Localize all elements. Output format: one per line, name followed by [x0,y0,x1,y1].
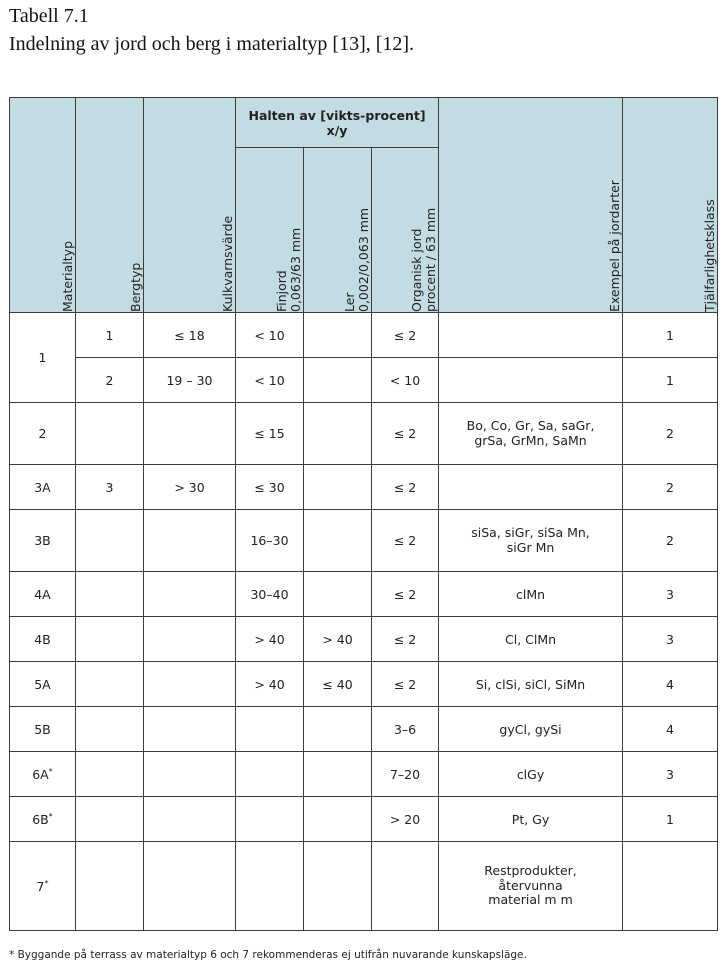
cell-kulkvarn [144,707,236,752]
cell-exempel: Si, clSi, siCl, SiMn [439,662,623,707]
cell-kulkvarn [144,403,236,465]
table-row [10,707,718,752]
cell-finjord [236,707,304,752]
cell-organisk: 3–6 [372,707,439,752]
cell-tjal: 1 [623,313,718,358]
cell-material: 7* [10,842,76,931]
cell-tjal [623,842,718,931]
cell-ler [304,358,372,403]
cell-bergtyp [76,510,144,572]
cell-finjord: 16–30 [236,510,304,572]
cell-finjord [236,752,304,797]
cell-kulkvarn: 19 – 30 [144,358,236,403]
cell-finjord: > 40 [236,662,304,707]
cell-ler: > 40 [304,617,372,662]
table-row [10,510,718,572]
cell-tjal: 1 [623,797,718,842]
header-halten: Halten av [vikts-procent] x/y [236,98,439,148]
cell-tjal: 3 [623,752,718,797]
material-table [9,97,718,931]
cell-kulkvarn [144,510,236,572]
cell-exempel: Bo, Co, Gr, Sa, saGr, grSa, GrMn, SaMn [439,403,623,465]
table-row [10,572,718,617]
footnote-asterisk: * [48,766,53,776]
cell-bergtyp: 2 [76,358,144,403]
cell-organisk: ≤ 2 [372,313,439,358]
cell-organisk: ≤ 2 [372,617,439,662]
header-bergtyp: Bergtyp [76,98,144,313]
cell-ler [304,797,372,842]
cell-ler [304,403,372,465]
cell-ler [304,752,372,797]
cell-bergtyp [76,842,144,931]
footnote-asterisk: * [48,811,53,821]
cell-exempel: siSa, siGr, siSa Mn, siGr Mn [439,510,623,572]
cell-bergtyp: 3 [76,465,144,510]
cell-organisk: ≤ 2 [372,403,439,465]
cell-ler [304,510,372,572]
table-row [10,662,718,707]
cell-material: 1 [10,313,76,403]
table-row [10,797,718,842]
cell-material: 6B* [10,797,76,842]
cell-exempel [439,358,623,403]
cell-finjord [236,842,304,931]
table-row [10,617,718,662]
header-finjord: Finjord 0,063/63 mm [236,148,304,313]
table-row [10,403,718,465]
cell-material: 3B [10,510,76,572]
cell-tjal: 3 [623,572,718,617]
cell-material: 4B [10,617,76,662]
cell-finjord: < 10 [236,358,304,403]
cell-material: 6A* [10,752,76,797]
cell-ler [304,572,372,617]
cell-finjord: ≤ 15 [236,403,304,465]
cell-exempel: gyCl, gySi [439,707,623,752]
footnote: * Byggande på terrass av materialtyp 6 och 7 rekommenderas ej utifrån nuvarande kunskapsläge. [9,949,527,961]
cell-organisk: 7–20 [372,752,439,797]
cell-material: 5A [10,662,76,707]
cell-finjord: < 10 [236,313,304,358]
cell-organisk: ≤ 2 [372,572,439,617]
cell-organisk: ≤ 2 [372,465,439,510]
cell-exempel: Restprodukter, återvunna material m m [439,842,623,931]
cell-tjal: 2 [623,510,718,572]
cell-exempel [439,465,623,510]
cell-tjal: 1 [623,358,718,403]
header-tjalfarlighetsklass: Tjälfarlighetsklass [623,98,718,313]
table-number: Tabell 7.1 [9,5,89,27]
cell-bergtyp: 1 [76,313,144,358]
header-materialtyp: Materialtyp [10,98,76,313]
cell-material: 2 [10,403,76,465]
table-row [10,842,718,931]
header-exempel: Exempel på jordarter [439,98,623,313]
cell-bergtyp [76,403,144,465]
cell-exempel: clMn [439,572,623,617]
table-title: Indelning av jord och berg i materialtyp [13], [12]. [9,33,415,55]
cell-tjal: 4 [623,662,718,707]
cell-bergtyp [76,797,144,842]
cell-bergtyp [76,707,144,752]
header-kulkvarnsvarde: Kulkvarnsvärde [144,98,236,313]
cell-kulkvarn [144,752,236,797]
cell-tjal: 3 [623,617,718,662]
cell-kulkvarn: ≤ 18 [144,313,236,358]
table-row [10,313,718,358]
cell-bergtyp [76,617,144,662]
cell-tjal: 2 [623,403,718,465]
header-ler: Ler 0,002/0,063 mm [304,148,372,313]
cell-kulkvarn [144,797,236,842]
cell-material: 5B [10,707,76,752]
cell-organisk: < 10 [372,358,439,403]
cell-ler [304,707,372,752]
cell-kulkvarn [144,662,236,707]
footnote-asterisk: * [44,878,49,888]
table-row [10,465,718,510]
cell-exempel [439,313,623,358]
cell-exempel: Pt, Gy [439,797,623,842]
cell-ler [304,842,372,931]
cell-finjord: 30–40 [236,572,304,617]
cell-kulkvarn [144,572,236,617]
cell-exempel: clGy [439,752,623,797]
cell-kulkvarn [144,842,236,931]
cell-ler [304,313,372,358]
table-row [10,752,718,797]
cell-ler: ≤ 40 [304,662,372,707]
cell-tjal: 2 [623,465,718,510]
cell-organisk: ≤ 2 [372,662,439,707]
cell-bergtyp [76,572,144,617]
cell-kulkvarn: > 30 [144,465,236,510]
cell-kulkvarn [144,617,236,662]
cell-finjord: > 40 [236,617,304,662]
cell-finjord [236,797,304,842]
cell-ler [304,465,372,510]
header-organisk: Organisk jord procent / 63 mm [372,148,439,313]
cell-tjal: 4 [623,707,718,752]
table-row [10,358,718,403]
cell-material: 4A [10,572,76,617]
cell-exempel: Cl, ClMn [439,617,623,662]
cell-organisk: > 20 [372,797,439,842]
cell-finjord: ≤ 30 [236,465,304,510]
cell-bergtyp [76,662,144,707]
cell-bergtyp [76,752,144,797]
cell-organisk: ≤ 2 [372,510,439,572]
cell-material: 3A [10,465,76,510]
cell-organisk [372,842,439,931]
